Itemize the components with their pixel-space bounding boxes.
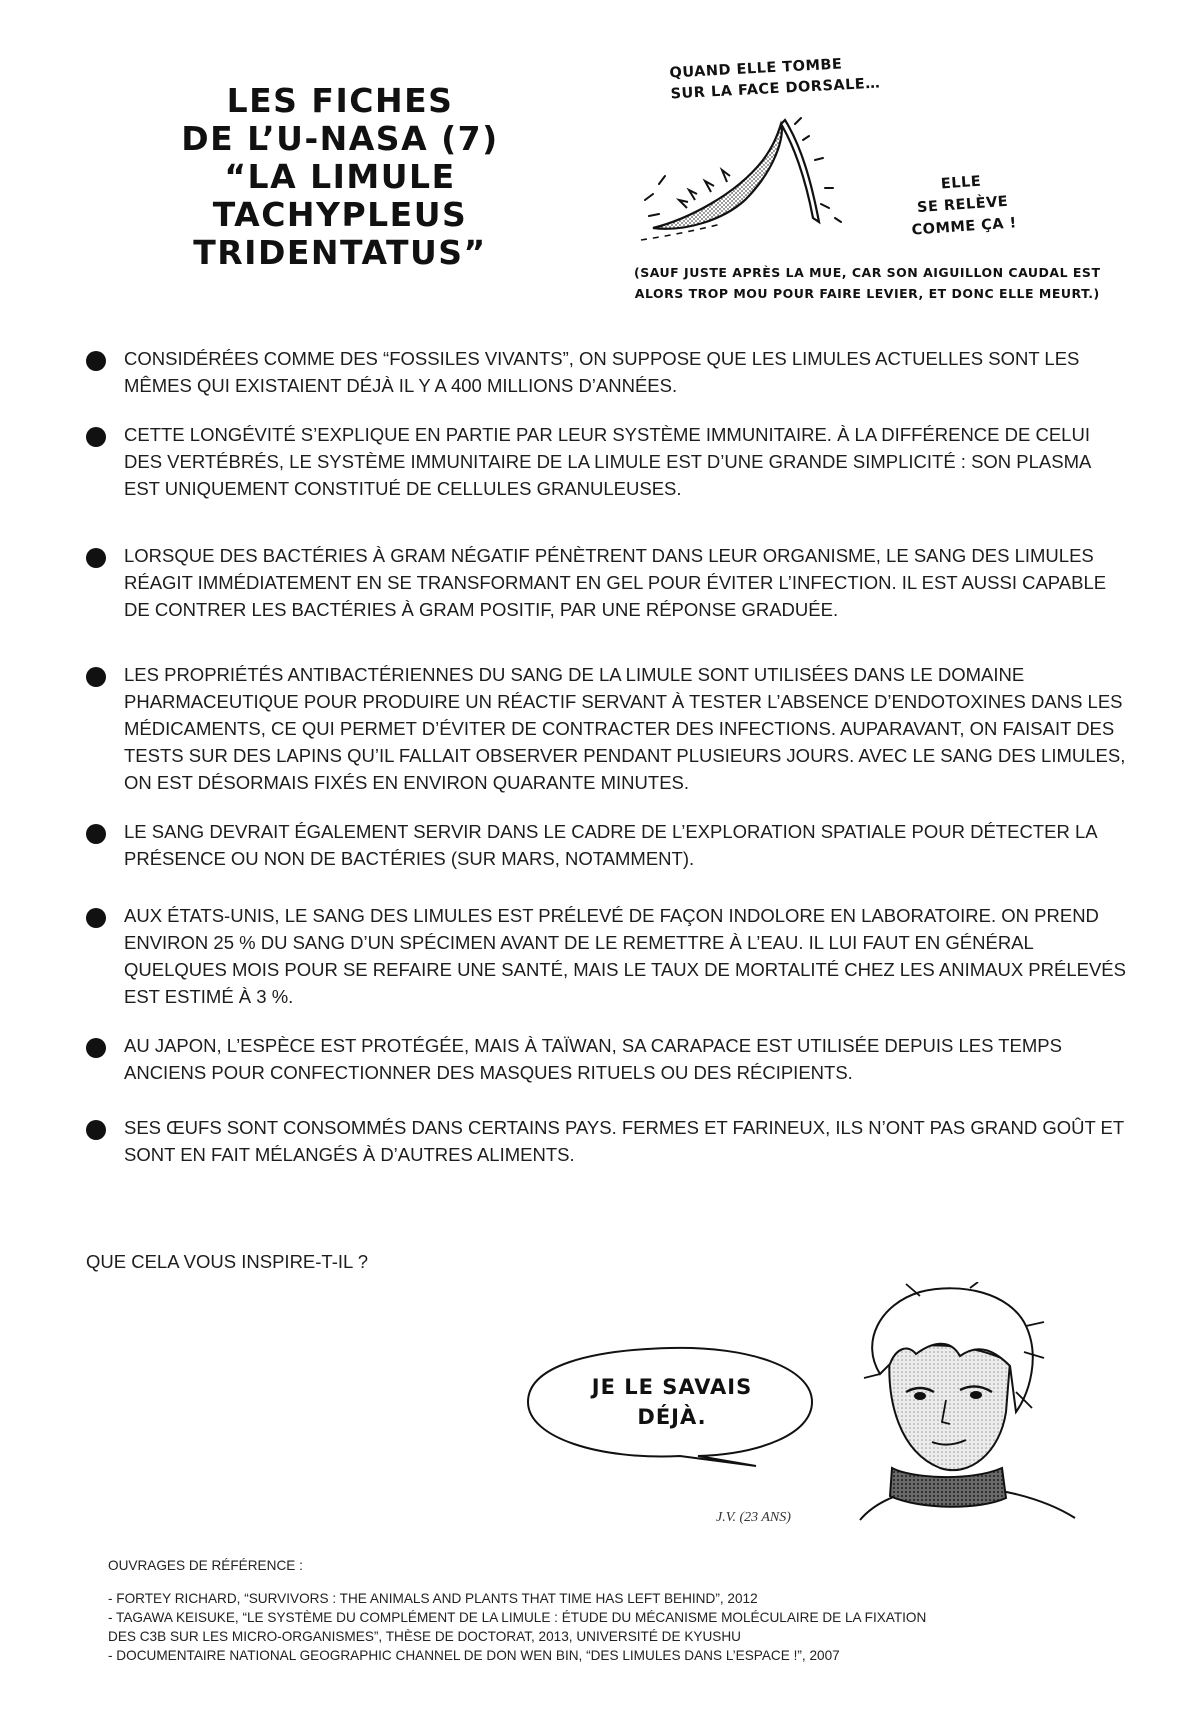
- fact-item: [86, 345, 1126, 399]
- fact-text: CONSIDÉRÉES COMME DES “FOSSILES VIVANTS”, ON SUPPOSE QUE LES LIMULES ACTUELLES SONT LES MÊMES QUI EXISTAIENT DÉJÀ IL Y A 400 MILLIONS D’ANNÉES.: [124, 348, 1080, 396]
- fact-text: SES ŒUFS SONT CONSOMMÉS DANS CERTAINS PAYS. FERMES ET FARINEUX, ILS N’ONT PAS GRAND GOÛT ET SONT EN FAIT MÉLANGÉS À D’AUTRES ALIMENTS.: [124, 1117, 1124, 1165]
- character-portrait: [820, 1282, 1080, 1527]
- fact-text: AUX ÉTATS-UNIS, LE SANG DES LIMULES EST PRÉLEVÉ DE FAÇON INDOLORE EN LABORATOIRE. ON PREND ENVIRON 25 % DU SANG D’UN SPÉCIMEN AVANT DE LE REMETTRE À L’EAU. IL LUI FAUT EN GÉNÉRAL QUELQUES MOIS POUR SE REFAIRE UNE SANTÉ, MAIS LE TAUX DE MORTALITÉ CHEZ LES ANIMAUX PRÉLEVÉS EST ESTIMÉ À 3 %.: [124, 905, 1126, 1007]
- fact-text: LORSQUE DES BACTÉRIES À GRAM NÉGATIF PÉNÈTRENT DANS LEUR ORGANISME, LE SANG DES LIMULES RÉAGIT IMMÉDIATEMENT EN SE TRANSFORMANT EN GEL POUR ÉVITER L’INFECTION. IL EST AUSSI CAPABLE DE CONTRER LES BACTÉRIES À GRAM POSITIF, PAR UNE RÉPONSE GRADUÉE.: [124, 545, 1107, 620]
- comic-caption-bottom: [634, 262, 1100, 304]
- fact-item: [86, 818, 1126, 872]
- reference-line: DES C3B SUR LES MICRO-ORGANISMES”, THÈSE DE DOCTORAT, 2013, UNIVERSITÉ DE KYUSHU: [108, 1629, 741, 1644]
- caption-line: ALORS TROP MOU POUR FAIRE LEVIER, ET DONC ELLE MEURT.): [634, 286, 1100, 301]
- references: [108, 1556, 1108, 1665]
- title-line: DE L’U-NASA (7): [181, 119, 499, 158]
- fact-text: LE SANG DEVRAIT ÉGALEMENT SERVIR DANS LE CADRE DE L’EXPLORATION SPATIALE POUR DÉTECTER LA PRÉSENCE OU NON DE BACTÉRIES (SUR MARS, NOTAMMENT).: [124, 821, 1097, 869]
- reference-line: - DOCUMENTAIRE NATIONAL GEOGRAPHIC CHANNEL DE DON WEN BIN, “DES LIMULES DANS L’ESPACE !”, 2007: [108, 1648, 840, 1663]
- caption-line: ELLE: [940, 173, 982, 193]
- closing-question: QUE CELA VOUS INSPIRE-T-IL ?: [86, 1251, 369, 1272]
- fact-item: [86, 902, 1126, 1010]
- bullet-dot: [86, 667, 106, 687]
- fact-item: [86, 421, 1126, 502]
- speech-line: DÉJÀ.: [637, 1405, 707, 1429]
- title-line: TACHYPLEUS: [212, 195, 468, 234]
- comic-caption-right: [908, 168, 1018, 241]
- fact-item: [86, 1114, 1126, 1168]
- references-heading: OUVRAGES DE RÉFÉRENCE :: [108, 1558, 303, 1573]
- bullet-dot: [86, 427, 106, 447]
- speech-text: [560, 1372, 784, 1432]
- fact-list: [86, 345, 1126, 1168]
- fact-text: LES PROPRIÉTÉS ANTIBACTÉRIENNES DU SANG DE LA LIMULE SONT UTILISÉES DANS LE DOMAINE PHARMACEUTIQUE POUR PRODUIRE UN RÉACTIF SERVANT À TESTER L’ABSENCE D’ENDOTOXINES DANS LES MÉDICAMENTS, CE QUI PERMET D’ÉVITER DE CONTRACTER DES INFECTIONS. AUPARAVANT, ON FAISAIT DES TESTS SUR DES LAPINS QU’IL FALLAIT OBSERVER PENDANT PLUSIEURS JOURS. AVEC LE SANG DES LIMULES, ON EST DÉSORMAIS FIXÉS EN ENVIRON QUARANTE MINUTES.: [124, 664, 1126, 793]
- bullet-dot: [86, 548, 106, 568]
- caption-line: COMME ÇA !: [911, 215, 1018, 239]
- page-title: [120, 82, 560, 272]
- title-line: “LA LIMULE: [224, 157, 456, 196]
- title-line: TRIDENTATUS”: [193, 233, 487, 272]
- speech-line: JE LE SAVAIS: [591, 1375, 753, 1399]
- bullet-dot: [86, 1038, 106, 1058]
- caption-line: SUR LA FACE DORSALE…: [670, 75, 881, 103]
- bullet-dot: [86, 351, 106, 371]
- reference-line: - TAGAWA KEISUKE, “LE SYSTÈME DU COMPLÉMENT DE LA LIMULE : ÉTUDE DU MÉCANISME MOLÉCULAIRE DE LA FIXATION: [108, 1610, 927, 1625]
- signature: J.V. (23 ANS): [716, 1510, 791, 1525]
- caption-line: (SAUF JUSTE APRÈS LA MUE, CAR SON AIGUILLON CAUDAL EST: [634, 265, 1101, 280]
- reference-line: - FORTEY RICHARD, “SURVIVORS : THE ANIMALS AND PLANTS THAT TIME HAS LEFT BEHIND”, 2012: [108, 1591, 758, 1606]
- fact-item: [86, 661, 1126, 796]
- horseshoe-crab-illustration: [635, 100, 905, 260]
- fact-text: CETTE LONGÉVITÉ S’EXPLIQUE EN PARTIE PAR LEUR SYSTÈME IMMUNITAIRE. À LA DIFFÉRENCE DE CELUI DES VERTÉBRÉS, LE SYSTÈME IMMUNITAIRE DE LA LIMULE EST D’UNE GRANDE SIMPLICITÉ : SON PLASMA EST UNIQUEMENT CONSTITUÉ DE CELLULES GRANULEUSES.: [124, 424, 1091, 499]
- title-line: LES FICHES: [226, 81, 454, 120]
- caption-line: QUAND ELLE TOMBE: [669, 56, 843, 82]
- bullet-dot: [86, 824, 106, 844]
- bullet-dot: [86, 908, 106, 928]
- caption-line: SE RELÈVE: [916, 193, 1009, 217]
- bullet-dot: [86, 1120, 106, 1140]
- fact-text: AU JAPON, L’ESPÈCE EST PROTÉGÉE, MAIS À TAÏWAN, SA CARAPACE EST UTILISÉE DEPUIS LES TEMPS ANCIENS POUR CONFECTIONNER DES MASQUES RITUELS OU DES RÉCIPIENTS.: [124, 1035, 1062, 1083]
- fact-item: [86, 1032, 1126, 1086]
- comic-caption-top: [669, 53, 881, 106]
- fact-item: [86, 542, 1126, 623]
